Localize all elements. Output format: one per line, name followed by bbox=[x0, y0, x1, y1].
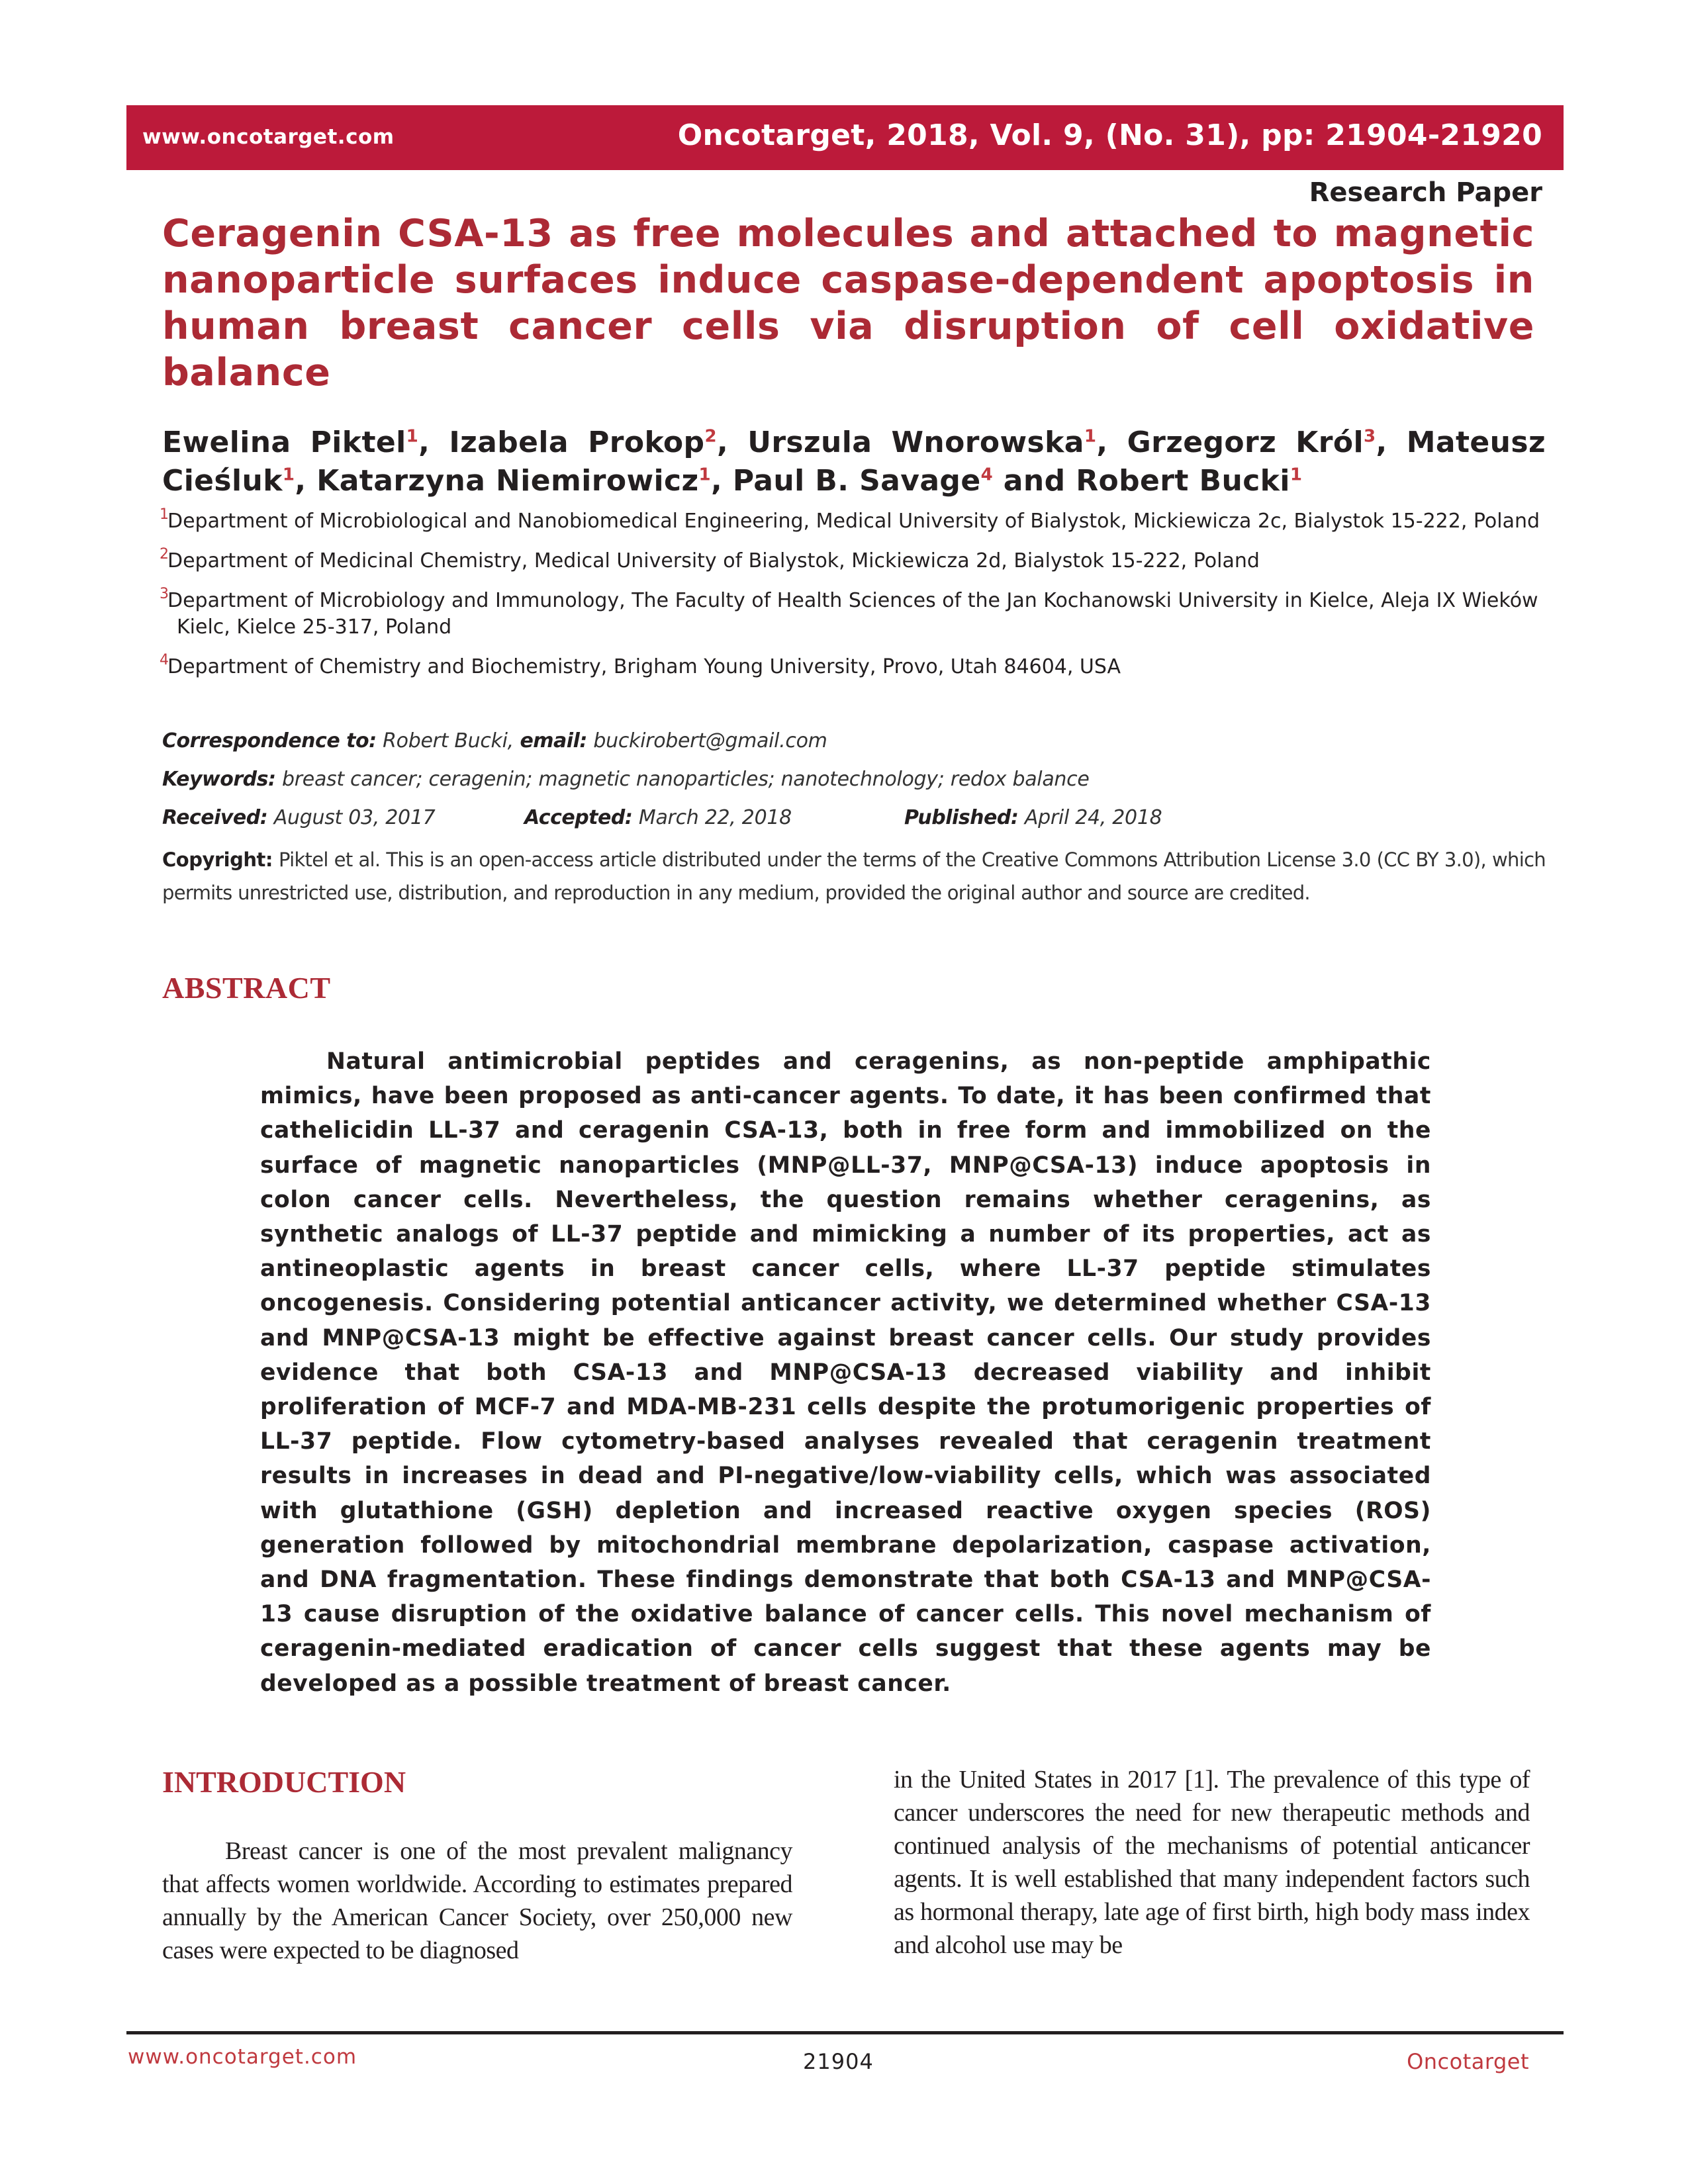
author-name: Robert Bucki bbox=[1076, 464, 1290, 498]
affiliation-text: Department of Chemistry and Biochemistry, Brigham Young University, Provo, Utah 84604, USA bbox=[167, 655, 1121, 678]
affiliation-number: 1 bbox=[160, 506, 169, 523]
author-affiliation-marker: 1 bbox=[698, 465, 711, 485]
journal-header-bar bbox=[126, 105, 1564, 170]
received-label: Received: bbox=[162, 806, 268, 829]
introduction-heading: INTRODUCTION bbox=[162, 1765, 406, 1799]
author-name: Mateusz Cieśluk bbox=[162, 426, 1546, 498]
footer-divider bbox=[126, 2031, 1564, 2034]
received-date bbox=[162, 805, 524, 831]
author-name: Izabela Prokop bbox=[449, 426, 705, 459]
author bbox=[449, 426, 747, 459]
dates-line bbox=[162, 805, 1546, 843]
author-name: Ewelina Piktel bbox=[162, 426, 406, 459]
author bbox=[1127, 426, 1407, 459]
paper-type-label: Research Paper bbox=[1309, 177, 1542, 208]
article-title: Ceragenin CSA-13 as free molecules and attached to magnetic nanoparticle surfaces induce caspase-dependent apoptosis in human breast cancer cells via disruption of cell oxidative balance bbox=[162, 212, 1534, 394]
author-separator: , bbox=[418, 426, 449, 459]
affiliation-text: Department of Microbiology and Immunology, The Faculty of Health Sciences of the Jan Kochanowski University in Kielce, Aleja IX Wieków Kielc, Kielce 25-317, Poland bbox=[167, 589, 1538, 639]
author-affiliation-marker: 3 bbox=[1363, 426, 1376, 447]
affiliation-number: 4 bbox=[160, 652, 169, 668]
author-affiliation-marker: 1 bbox=[1289, 465, 1303, 485]
affiliation-text: Department of Medicinal Chemistry, Medical University of Bialystok, Mickiewicza 2d, Bialystok 15-222, Poland bbox=[167, 549, 1260, 572]
author-separator: , bbox=[1096, 426, 1127, 459]
keywords-label: Keywords: bbox=[162, 768, 276, 791]
header-journal-url[interactable]: www.oncotarget.com bbox=[142, 125, 395, 149]
author-affiliation-marker: 1 bbox=[1084, 426, 1097, 447]
abstract-body: Natural antimicrobial peptides and ceragenins, as non-peptide amphipathic mimics, have been proposed as anti-cancer agents. To date, it has been confirmed that cathelicidin LL-37 and ceragenin CSA-13, both in free form and immobilized on the surface of magnetic nanoparticles (MNP@LL-37, MNP@CSA-13) induce apoptosis in colon cancer cells. Nevertheless, the question remains whether ceragenins, as synthetic analogs of LL-37 peptide and mimicking a number of its properties, act as antineoplastic agents in breast cancer cells, where LL-37 peptide stimulates oncogenesis. Considering potential anticancer activity, we determined whether CSA-13 and MNP@CSA-13 might be effective against breast cancer cells. Our study provides evidence that both CSA-13 and MNP@CSA-13 decreased viability and inhibit proliferation of MCF-7 and MDA-MB-231 cells despite the protumorigenic properties of LL-37 peptide. Flow cytometry-based analyses revealed that ceragenin treatment results in increases in dead and PI-negative/low-viability cells, which was associated with glutathione (GSH) depletion and increased reactive oxygen species (ROS) generation followed by mitochondrial membrane depolarization, caspase activation, and DNA fragmentation. These findings demonstrate that both CSA-13 and MNP@CSA-13 cause disruption of the oxidative balance of cancer cells. This novel mechanism of ceragenin-mediated eradication of cancer cells suggest that these agents may be developed as a possible treatment of breast cancer. bbox=[260, 1048, 1431, 1697]
accepted-value: March 22, 2018 bbox=[638, 806, 792, 829]
author-separator: , bbox=[1376, 426, 1407, 459]
affiliation-list bbox=[162, 508, 1546, 694]
introduction-right-column: in the United States in 2017 [1]. The prevalence of this type of cancer underscores the need for new therapeutic methods and continued analysis of the mechanisms of potential anticancer agents. It is well established that many independent factors such as hormonal therapy, late age of first birth, high body mass index and alcohol use may be bbox=[894, 1766, 1530, 1959]
footer-journal-name: Oncotarget bbox=[1407, 2049, 1529, 2074]
copyright-notice bbox=[162, 843, 1546, 909]
accepted-date bbox=[524, 805, 904, 831]
author-affiliation-marker: 2 bbox=[704, 426, 717, 447]
author-affiliation-marker: 1 bbox=[406, 426, 419, 447]
author-name: Grzegorz Król bbox=[1127, 426, 1364, 459]
author-name: Katarzyna Niemirowicz bbox=[316, 464, 699, 498]
affiliation bbox=[162, 588, 1546, 641]
affiliation bbox=[162, 654, 1546, 680]
correspondence-line bbox=[162, 728, 1546, 766]
author-list bbox=[162, 424, 1546, 500]
footer-journal-url[interactable]: www.oncotarget.com bbox=[128, 2045, 357, 2069]
abstract-heading: ABSTRACT bbox=[162, 971, 331, 1005]
received-value: August 03, 2017 bbox=[273, 806, 436, 829]
copyright-text: Piktel et al. This is an open-access article distributed under the terms of the Creative Commons Attribution License 3.0 (CC BY 3.0), which permits unrestricted use, distribution, and reproduction in any medium, provided the original author and source are credited. bbox=[162, 848, 1546, 904]
author-name: Paul B. Savage bbox=[732, 464, 981, 498]
author bbox=[733, 464, 1076, 498]
affiliation-number: 3 bbox=[160, 586, 169, 602]
affiliation bbox=[162, 548, 1546, 574]
author-affiliation-marker: 1 bbox=[282, 465, 295, 485]
author bbox=[162, 426, 449, 459]
published-value: April 24, 2018 bbox=[1024, 806, 1162, 829]
keywords-line bbox=[162, 766, 1546, 805]
introduction-left-column: Breast cancer is one of the most prevalent malignancy that affects women worldwide. According to estimates prepared annually by the American Cancer Society, over 250,000 new cases were expected to be diagnosed bbox=[162, 1837, 792, 1964]
copyright-label: Copyright: bbox=[162, 848, 273, 871]
affiliation-text: Department of Microbiological and Nanobiomedical Engineering, Medical University of Bialystok, Mickiewicza 2c, Bialystok 15-222, Poland bbox=[167, 510, 1540, 533]
affiliation-number: 2 bbox=[160, 546, 169, 563]
header-citation: Oncotarget, 2018, Vol. 9, (No. 31), pp: 21904-21920 bbox=[677, 118, 1542, 152]
author-affiliation-marker: 4 bbox=[980, 465, 994, 485]
email-label: email: bbox=[520, 729, 587, 752]
author-separator: , bbox=[295, 464, 317, 498]
affiliation bbox=[162, 508, 1546, 535]
author bbox=[316, 464, 733, 498]
correspondence-name: Robert Bucki, bbox=[383, 729, 514, 752]
accepted-label: Accepted: bbox=[524, 806, 633, 829]
published-date bbox=[904, 805, 1162, 831]
footer-page-number: 21904 bbox=[803, 2049, 874, 2074]
author-separator: and bbox=[993, 464, 1076, 498]
author bbox=[747, 426, 1127, 459]
author-name: Urszula Wnorowska bbox=[747, 426, 1084, 459]
author-separator: , bbox=[710, 464, 733, 498]
keywords-value: breast cancer; ceragenin; magnetic nanoparticles; nanotechnology; redox balance bbox=[282, 768, 1090, 791]
correspondence-label: Correspondence to: bbox=[162, 729, 377, 752]
correspondence-email[interactable]: buckirobert@gmail.com bbox=[593, 729, 827, 752]
article-metadata bbox=[162, 728, 1546, 909]
author-separator: , bbox=[716, 426, 748, 459]
author bbox=[1076, 464, 1302, 498]
published-label: Published: bbox=[904, 806, 1019, 829]
